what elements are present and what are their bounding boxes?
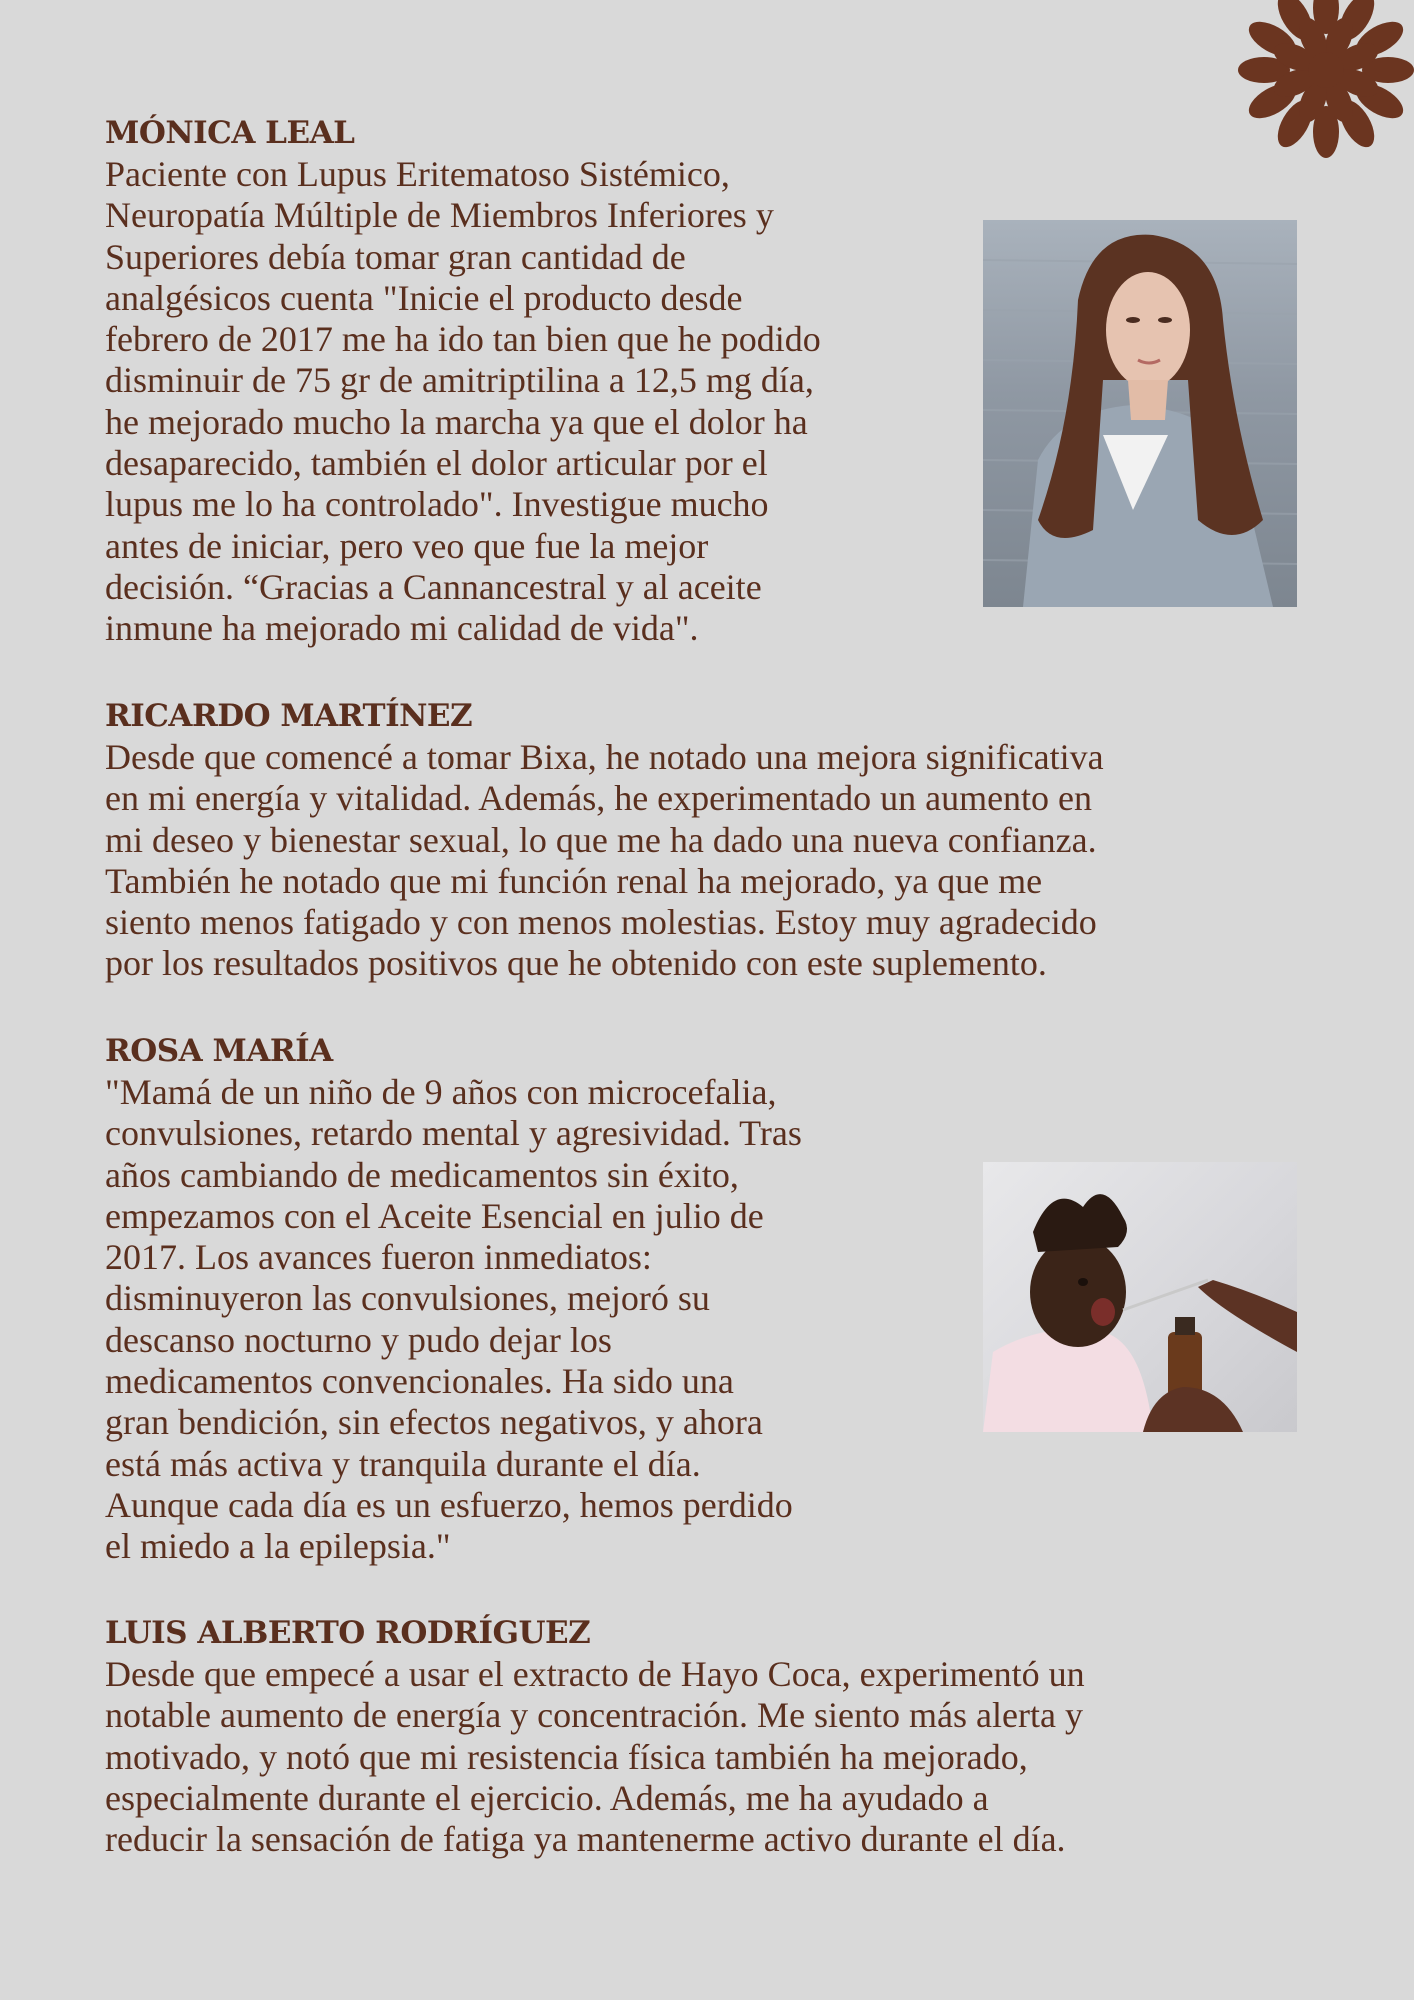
woman-portrait-photo <box>983 220 1297 607</box>
testimonial-name: RICARDO MARTÍNEZ <box>105 698 473 734</box>
testimonial-name: MÓNICA LEAL <box>105 115 355 151</box>
testimonial-text: Desde que comencé a tomar Bixa, he notado una mejora significativa en mi energía y vitalidad. Además, he experimentado un aumento en mi deseo y bienestar sexual, lo que me ha dado una nueva confianza. También he notado que mi función renal ha mejorado, ya que me siento menos fatigado y con menos molestias. Estoy muy agradecido por los resultados positivos que he obtenido con este suplemento. <box>105 737 1104 984</box>
testimonial-name: LUIS ALBERTO RODRÍGUEZ <box>105 1615 591 1651</box>
testimonial-luis <box>105 1612 1345 1860</box>
testimonial-monica <box>105 112 965 650</box>
testimonial-text: Paciente con Lupus Eritematoso Sistémico, Neuropatía Múltiple de Miembros Inferiores y Superiores debía tomar gran cantidad de analgésicos cuenta "Inicie el producto desde febrero de 2017 me ha ido tan bien que he podido disminuir de 75 gr de amitriptilina a 12,5 mg día, he mejorado mucho la marcha ya que el dolor ha desaparecido, también el dolor articular por el lupus me lo ha controlado". Investigue mucho antes de iniciar, pero veo que fue la mejor decisión. “Gracias a Cannancestral y al aceite inmune ha mejorado mi calidad de vida". <box>105 154 821 649</box>
testimonial-text: "Mamá de un niño de 9 años con microcefalia, convulsiones, retardo mental y agresividad. Tras años cambiando de medicamentos sin éxito, empezamos con el Aceite Esencial en julio de 2017. Los avances fueron inmediatos: disminuyeron las convulsiones, mejoró su descanso nocturno y pudo dejar los medicamentos convencionales. Ha sido una gran bendición, sin efectos negativos, y ahora está más activa y tranquila durante el día. Aunque cada día es un esfuerzo, hemos perdido el miedo a la epilepsia." <box>105 1072 802 1567</box>
testimonial-name: ROSA MARÍA <box>105 1033 333 1069</box>
child-medicine-photo <box>983 1162 1297 1432</box>
testimonial-text: Desde que empecé a usar el extracto de Hayo Coca, experimentó un notable aumento de energía y concentración. Me siento más alerta y motivado, y notó que mi resistencia física también ha mejorado, especialmente durante el ejercicio. Además, me ha ayudado a reducir la sensación de fatiga ya mantenerme activo durante el día. <box>105 1654 1085 1860</box>
flower-ornament-icon <box>1208 0 1414 180</box>
testimonial-ricardo <box>105 695 1345 985</box>
testimonial-rosa <box>105 1030 965 1568</box>
